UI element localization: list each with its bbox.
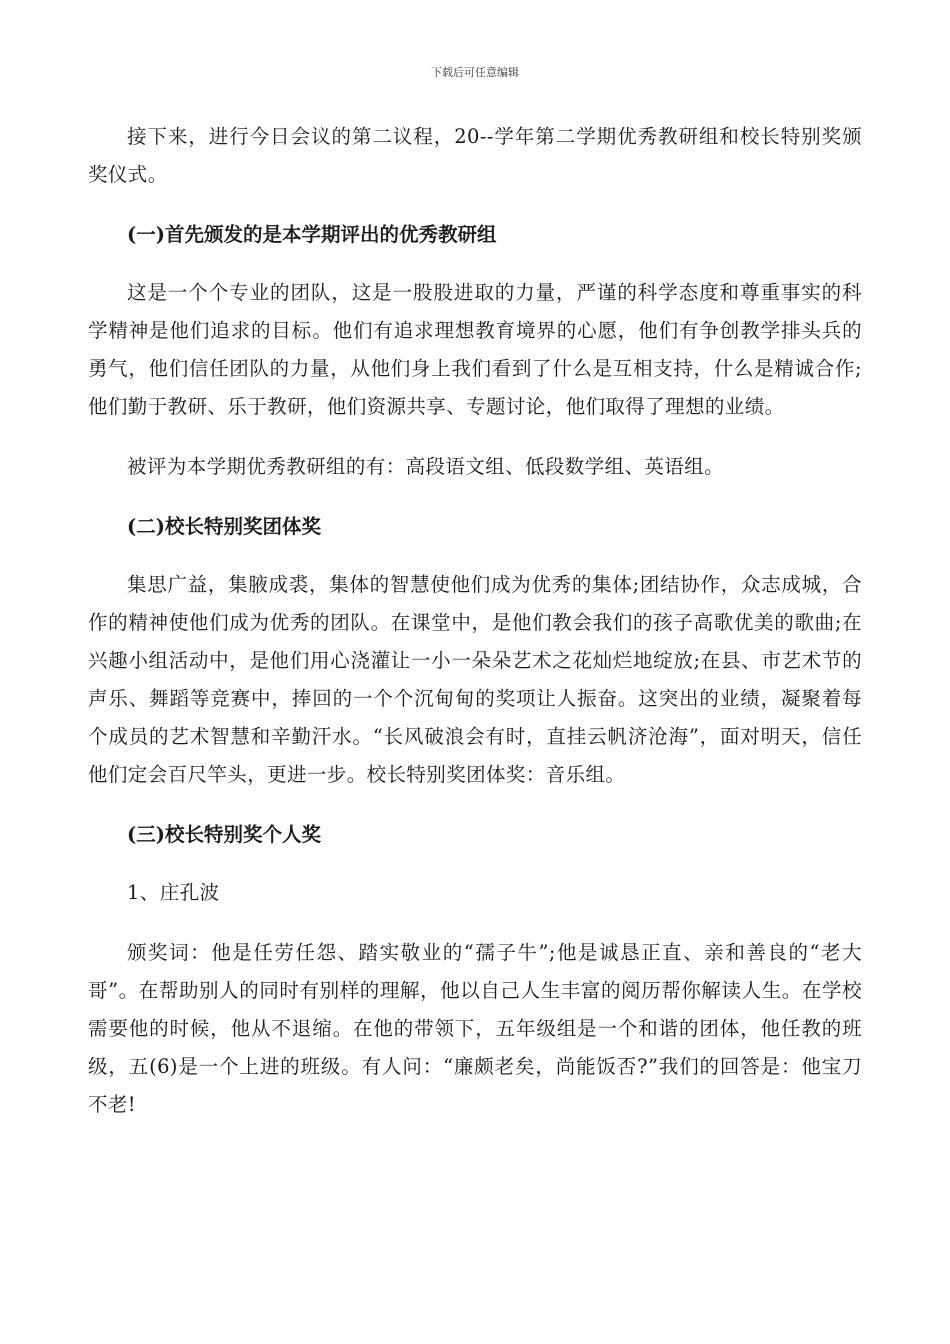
header-note: 下载后可任意编辑: [431, 66, 519, 79]
paragraph-section-2-body: 集思广益，集腋成裘，集体的智慧使他们成为优秀的集体;团结协作，众志成城，合作的精神使他们成为优秀的团队。在课堂中，是他们教会我们的孩子高歌优美的歌曲;在兴趣小组活动中，是他们用心浇灌让一小一朵朵艺术之花灿烂地绽放;在县、市艺术节的声乐、舞蹈等竞赛中，捧回的一个个沉甸甸的奖项让人振奋。这突出的业绩，凝聚着每个成员的艺术智慧和辛勤汗水。“长风破浪会有时，直挂云帆济沧海”，面对明天，信任他们定会百尺竿头，更进一步。校长特别奖团体奖：音乐组。: [88, 573, 862, 786]
paragraph-section-1-body: 这是一个个专业的团队，这是一股股进取的力量，严谨的科学态度和尊重事实的科学精神是他们追求的目标。他们有追求理想教育境界的心愿，他们有争创教学排头兵的勇气，他们信任团队的力量，从他们身上我们看到了什么是互相支持，什么是精诚合作;他们勤于教研、乐于教研，他们资源共享、专题讨论，他们取得了理想的业绩。: [88, 281, 862, 418]
heading-section-2: (二)校长特别奖团体奖: [127, 515, 321, 538]
paragraph-section-1-winners: 被评为本学期优秀教研组的有：高段语文组、低段数学组、英语组。: [127, 455, 725, 478]
heading-section-1: (一)首先颁发的是本学期评出的优秀教研组: [127, 223, 497, 246]
document-body: [88, 118, 862, 1124]
paragraph-award-speech: 颁奖词：他是任劳任怨、踏实敬业的“孺子牛”;他是诚恳正直、亲和善良的“老大哥”。在帮助别人的同时有别样的理解，他以自己人生丰富的阅历帮你解读人生。在学校需要他的时候，他从不退缩。在他的带领下，五年级组是一个和谐的团体，他任教的班级，五(6)是一个上进的班级。有人问：“廉颇老矣，尚能饭否?”我们的回答是：他宝刀不老!: [88, 941, 862, 1116]
paragraph-intro: 接下来，进行今日会议的第二议程，20--学年第二学期优秀教研组和校长特别奖颁奖仪式。: [88, 125, 862, 186]
heading-section-3: (三)校长特别奖个人奖: [127, 823, 321, 846]
paragraph-recipient-name: 1、庄孔波: [127, 881, 220, 904]
